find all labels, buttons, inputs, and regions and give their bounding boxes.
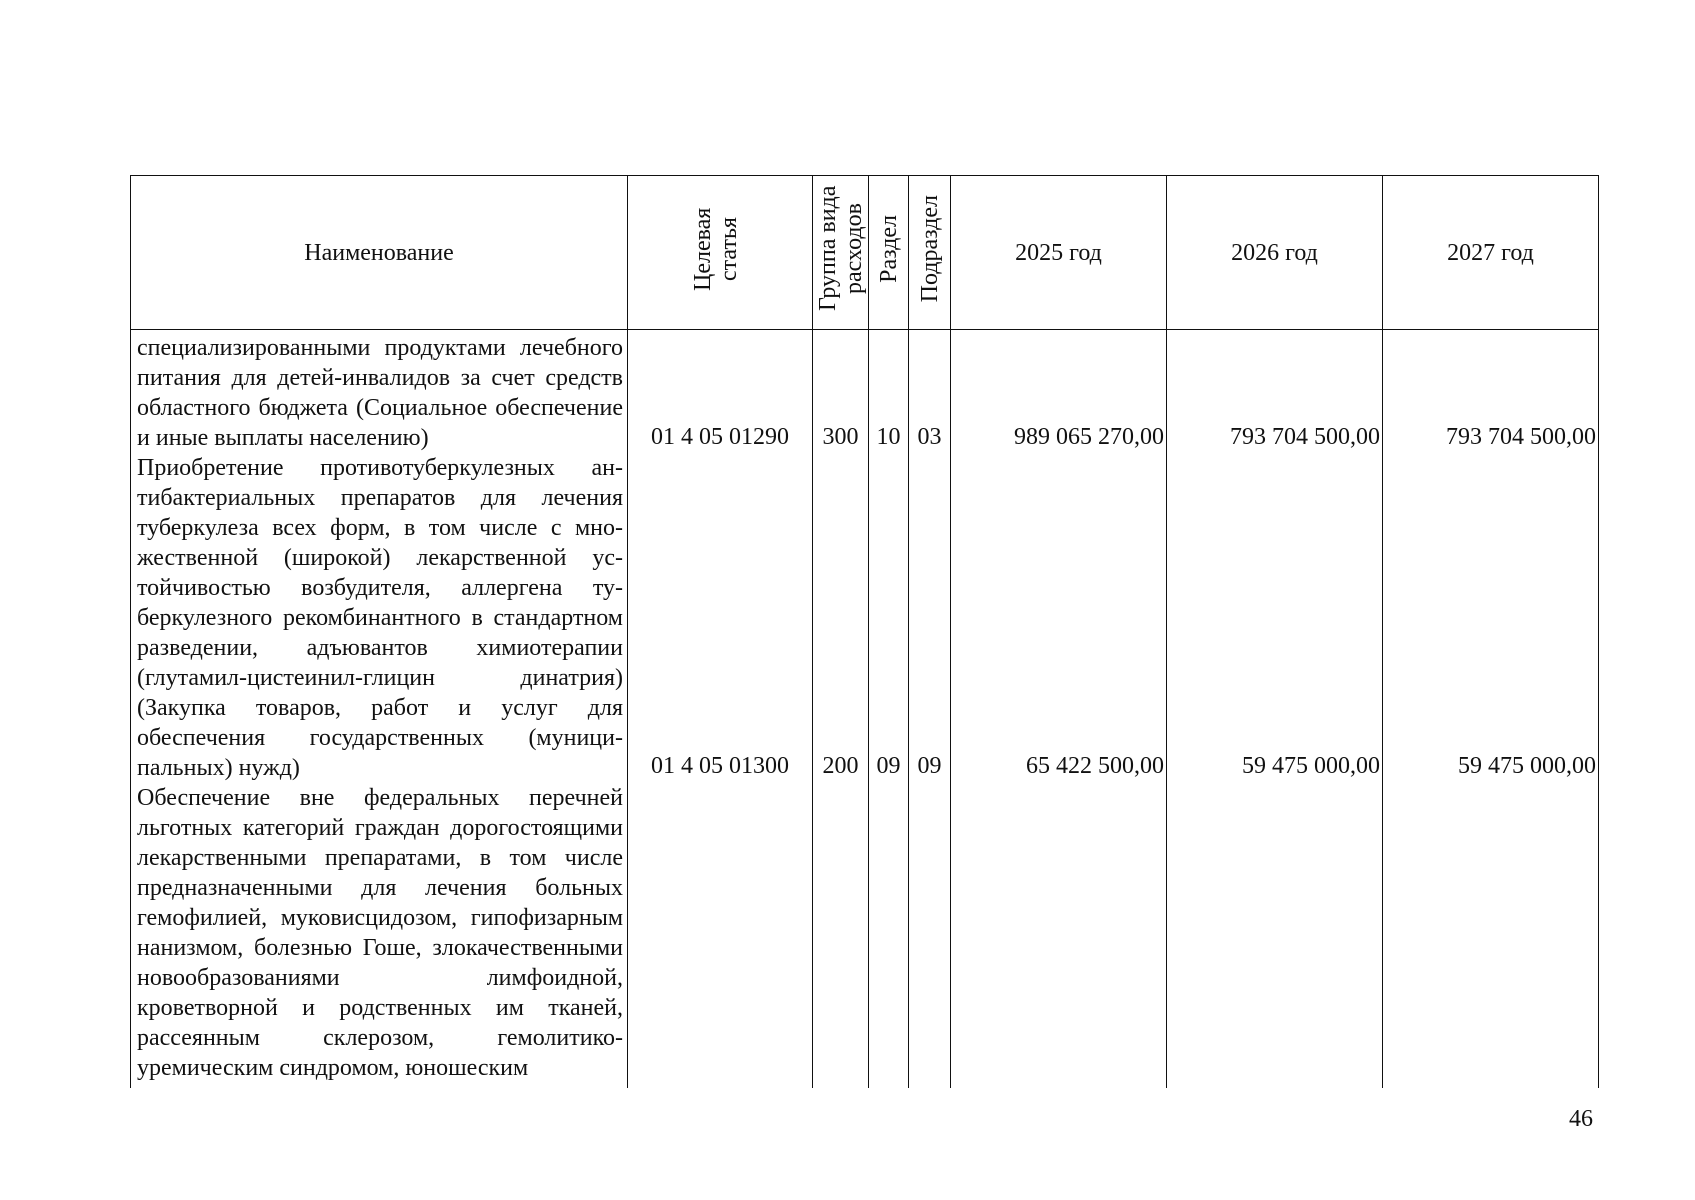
- row-1-name: специализированными продуктами лечебного питания для детей-инвалидов за счет средств областного бюджета (Социальное обеспечение и иные выплаты населению): [137, 335, 623, 451]
- header-expense-group-label: Группа вида расходов: [814, 185, 867, 312]
- header-2026-label: 2026 год: [1231, 239, 1318, 266]
- row-2-subsection: 09: [917, 753, 942, 779]
- header-2026: [1167, 176, 1383, 330]
- row-1-expense-group: 300: [822, 424, 859, 450]
- page-number: 46: [1569, 1106, 1593, 1132]
- header-2025: [951, 176, 1167, 330]
- row-1-amount-2026: 793 704 500,00: [1230, 424, 1380, 450]
- header-subsection-label: Подраздел: [916, 194, 943, 303]
- header-section: [869, 176, 909, 330]
- row-2-amount-2025: 65 422 500,00: [1026, 753, 1164, 779]
- header-expense-group: [813, 176, 869, 330]
- table-body-row: [131, 330, 1599, 1089]
- table-header-row: [131, 176, 1599, 330]
- expense-group-cell: [813, 330, 869, 1089]
- row-1-subsection: 03: [917, 424, 942, 450]
- header-target-article: [628, 176, 813, 330]
- row-1-target-article: 01 4 05 01290: [651, 424, 789, 450]
- header-2025-label: 2025 год: [1015, 239, 1102, 266]
- amount-2027-cell: [1383, 330, 1599, 1089]
- name-cell: [131, 330, 628, 1089]
- row-2-expense-group: 200: [822, 753, 859, 779]
- header-target-article-label: Целевая статья: [690, 206, 742, 291]
- header-2027: [1383, 176, 1599, 330]
- header-subsection: [909, 176, 951, 330]
- row-2-amount-2026: 59 475 000,00: [1242, 753, 1380, 779]
- row-2-target-article: 01 4 05 01300: [651, 753, 789, 779]
- subsection-cell: [909, 330, 951, 1089]
- header-section-label: Раздел: [875, 214, 902, 283]
- amount-2025-cell: [951, 330, 1167, 1089]
- header-name-label: Наименование: [304, 239, 454, 266]
- section-cell: [869, 330, 909, 1089]
- row-1-amount-2027: 793 704 500,00: [1446, 424, 1596, 450]
- row-1-amount-2025: 989 065 270,00: [1014, 424, 1164, 450]
- header-2027-label: 2027 год: [1447, 239, 1534, 266]
- row-2-section: 09: [876, 753, 901, 779]
- target-article-cell: [628, 330, 813, 1089]
- row-1-section: 10: [876, 424, 901, 450]
- budget-table: [130, 175, 1599, 1088]
- row-3-name: Обеспечение вне федеральных перечней льготных категорий граждан дорогостоящими лекарственными препаратами, в том числе предназначенными для лечения больных гемофилией, муковисцидозом, гипофизарным нанизмом, болезнью Гоше, злокачественными новообразованиями лимфоидной, кроветворной и родственных им тканей, рассеянным склерозом, гемолитико-уремическим синдромом, юношеским: [137, 785, 623, 1081]
- row-2-amount-2027: 59 475 000,00: [1458, 753, 1596, 779]
- amount-2026-cell: [1167, 330, 1383, 1089]
- header-name: [131, 176, 628, 330]
- row-2-name: Приобретение противотуберкулезных антибактериальных препаратов для лечения туберкулеза всех форм, в том числе с множественной (широкой) лекарственной устойчивостью возбудителя, аллергена туберкулезного рекомбинантного в стандартном разведении, адъювантов химиотерапии (глутамил-цистеинил-глицин динатрия) (Закупка товаров, работ и услуг для обеспечения государственных (муниципальных) нужд): [137, 455, 623, 781]
